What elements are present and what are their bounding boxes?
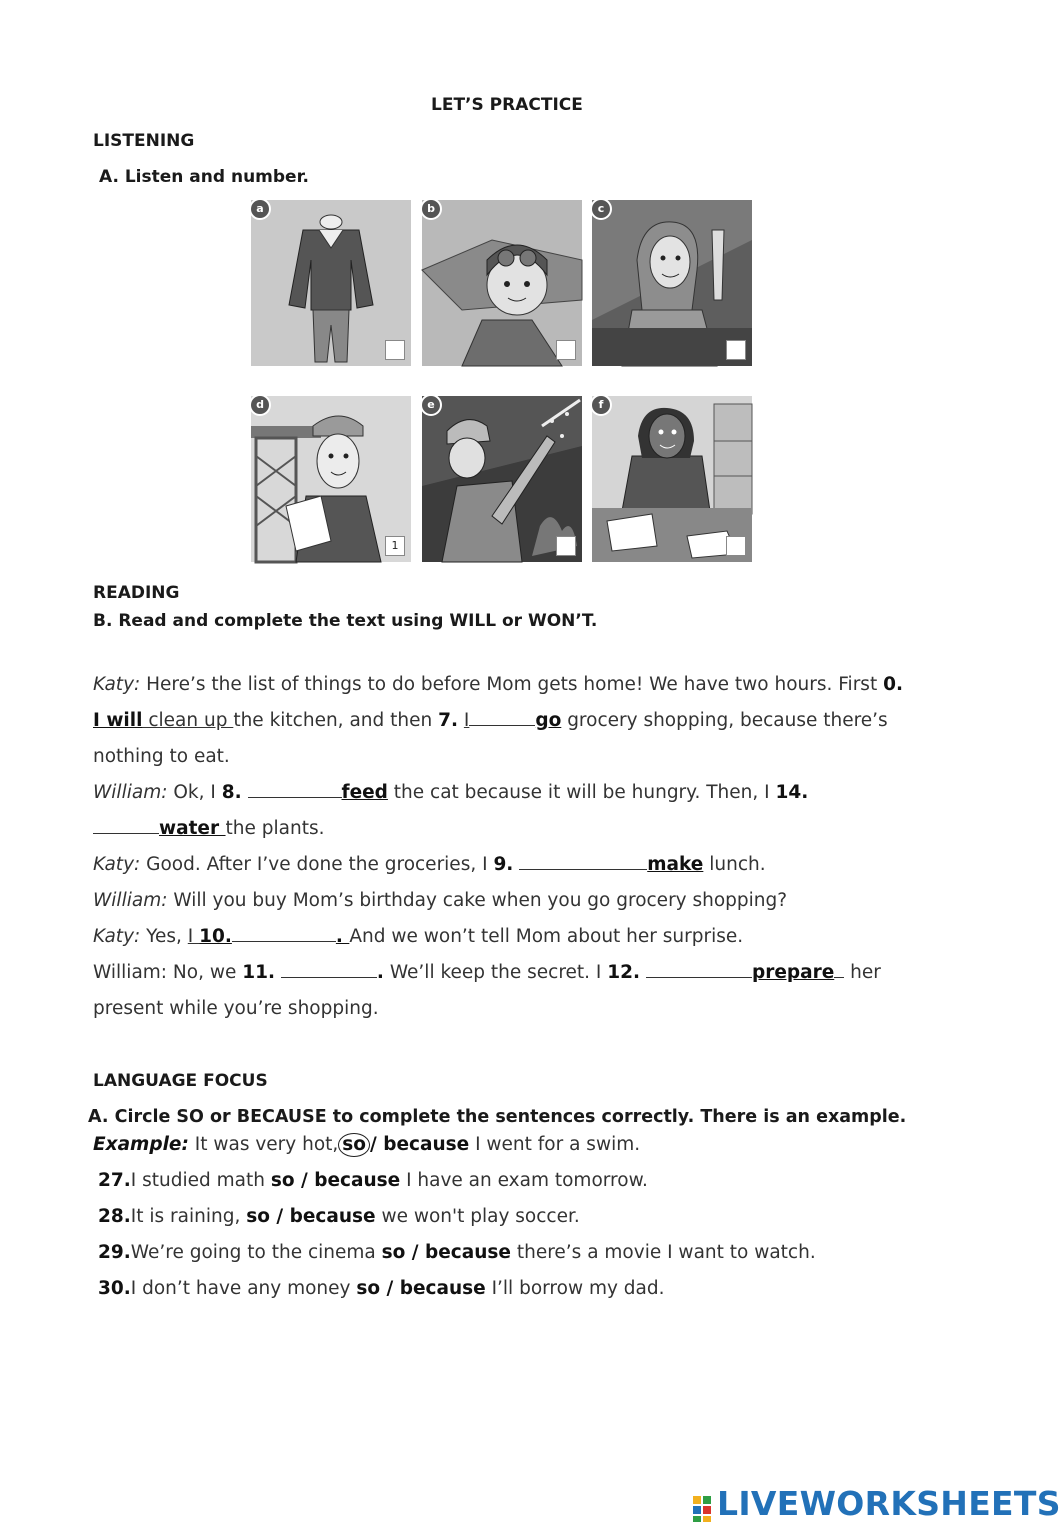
punctuation: . [376,962,384,983]
picture-letter: d [249,394,271,416]
text: Yes, [140,926,188,947]
reading-task: B. Read and complete the text using WILL or WON’T. [93,611,598,631]
reading-line-1 [93,667,903,703]
text: No, we [167,962,243,983]
text: grocery shopping, because there’s [561,710,888,731]
text: Here’s the list of things to do before Mom gets home! We have two hours. First [146,674,884,695]
language-focus-task: A. Circle SO or BECAUSE to complete the sentences correctly. There is an example. [88,1107,907,1127]
item-number: 10. [199,926,232,947]
text: We’ll keep the secret. I [383,962,608,983]
text: we won't play soccer. [375,1206,580,1227]
blank-7[interactable] [469,707,535,726]
verb-9: make [647,854,704,875]
reading-line-4 [93,775,808,811]
text: the plants. [225,818,325,839]
picture-c [592,200,752,366]
choice-so-because[interactable]: so / because [246,1206,376,1227]
reading-line-7 [93,883,787,919]
text: lunch. [703,854,766,875]
example-answer: I will [93,710,143,731]
number-box-a[interactable] [385,340,405,360]
text: the cat because it will be hungry. Then, I [387,782,776,803]
verb-8: feed [341,782,388,803]
blank-8[interactable] [248,779,342,798]
choice: / because [370,1134,470,1155]
verb-12: prepare [751,962,835,983]
choice-so-because[interactable]: so / because [270,1170,401,1191]
text: I went for a swim. [469,1134,641,1155]
text: We’re going to the cinema [130,1242,382,1263]
item-number: 0. [883,674,903,695]
item-number: 11. [242,962,276,983]
sentence-28 [98,1199,580,1235]
picture-letter: f [590,394,612,416]
reading-line-6 [93,847,766,883]
blank-14[interactable] [93,815,159,834]
example-sentence [93,1127,640,1163]
text: there’s a movie I want to watch. [510,1242,816,1263]
blank-10[interactable] [232,923,336,942]
liveworksheets-brand[interactable]: LIVEWORKSHEETS [717,1484,1061,1523]
text: It was very hot, [188,1134,339,1155]
number-box-d[interactable]: 1 [385,536,405,556]
number-box-e[interactable] [556,536,576,556]
speaker-william: William: [93,962,168,983]
reading-line-8 [93,919,743,955]
listening-task: A. Listen and number. [99,167,310,187]
picture-letter: a [249,198,271,220]
text: Ok, I [167,782,222,803]
speaker-william: William: [93,890,168,911]
punctuation: . [335,926,350,947]
reading-line-10: present while you’re shopping. [93,998,379,1019]
item-number: 30. [98,1278,131,1299]
text: Good. After I’ve done the groceries, I [140,854,494,875]
sentence-29 [98,1235,816,1271]
language-focus-heading: LANGUAGE FOCUS [93,1071,268,1091]
choice-so-because[interactable]: so / because [356,1278,486,1299]
text: I’ll borrow my dad. [485,1278,665,1299]
number-box-c[interactable] [726,340,746,360]
text: It is raining, [130,1206,247,1227]
blank-12[interactable] [646,959,752,978]
text: I [187,926,200,947]
item-number: 9. [493,854,514,875]
example-verb: clean up [142,710,234,731]
picture-d [251,396,411,562]
liveworksheets-logo-icon [692,1488,716,1524]
item-number: 28. [98,1206,131,1227]
speaker-katy: Katy: [93,926,141,947]
text: Will you buy Mom’s birthday cake when you go grocery shopping? [167,890,788,911]
reading-line-2 [93,703,888,739]
reading-line-5 [93,811,325,847]
item-number: 12. [607,962,641,983]
picture-letter: c [590,198,612,220]
page-title: LET’S PRACTICE [431,95,583,115]
circled-so: so [338,1133,370,1157]
text: I don’t have any money [130,1278,357,1299]
number-box-f[interactable] [726,536,746,556]
text: I [463,710,470,731]
choice-so-because[interactable]: so / because [381,1242,511,1263]
item-number: 8. [221,782,242,803]
reading-heading: READING [93,583,180,603]
item-number: 14. [775,782,809,803]
verb-7: go [535,710,562,731]
example-label: Example: [93,1134,189,1155]
text: I have an exam tomorrow. [400,1170,648,1191]
sentence-30 [98,1271,665,1307]
verb-14: water [159,818,226,839]
sentence-27 [98,1163,648,1199]
picture-e [422,396,582,562]
picture-letter: b [420,198,442,220]
speaker-katy: Katy: [93,854,141,875]
blank-12-tail [834,959,844,978]
text: And we won’t tell Mom about her surprise. [349,926,744,947]
listening-heading: LISTENING [93,131,195,151]
picture-b [422,200,582,366]
item-number: 7. [438,710,458,731]
text: her [844,962,881,983]
reading-line-3: nothing to eat. [93,746,230,767]
picture-f [592,396,752,562]
speaker-william: William: [93,782,168,803]
item-number: 27. [98,1170,131,1191]
number-box-b[interactable] [556,340,576,360]
speaker-katy: Katy: [93,674,141,695]
item-number: 29. [98,1242,131,1263]
blank-9[interactable] [519,851,647,870]
picture-a [251,200,411,366]
text: the kitchen, and then [233,710,439,731]
reading-line-9 [93,955,881,991]
text: I studied math [130,1170,271,1191]
blank-11[interactable] [281,959,377,978]
picture-letter: e [420,394,442,416]
